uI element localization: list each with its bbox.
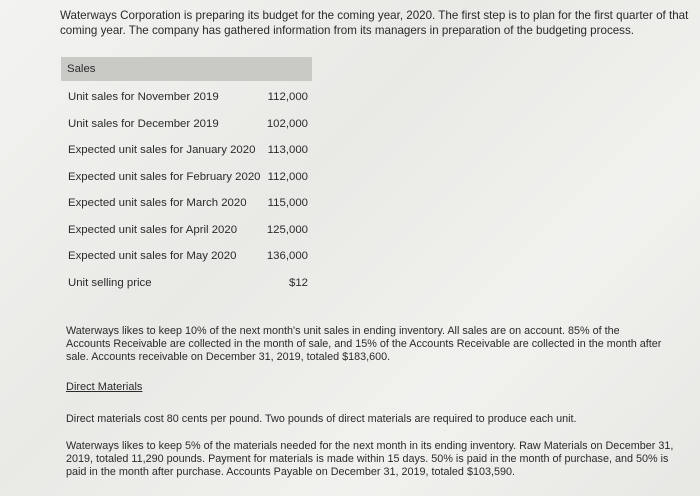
materials-cost-paragraph: Direct materials cost 80 cents per pound. Two pounds of direct materials are required to produce each unit. [66,413,577,425]
table-row [61,190,312,217]
row-label: Expected unit sales for May 2020 [68,250,237,262]
row-value: 112,000 [267,91,308,103]
row-label: Unit sales for November 2019 [68,91,219,103]
row-value: 125,000 [266,223,308,236]
table-row [61,217,312,244]
intro-paragraph: Waterways Corporation is preparing its budget for the coming year, 2020. The first step is to plan for the first quarter of that coming year. The company has gathered information from its managers in preparation of the budgeting process. [60,9,689,37]
row-label: Expected unit sales for February 2020 [68,170,261,183]
row-value: 115,000 [267,197,308,209]
row-value: 112,000 [267,170,308,183]
table-row [61,164,312,191]
row-label: Unit selling price [68,276,152,289]
row-label: Expected unit sales for March 2020 [68,197,247,209]
row-label: Unit sales for December 2019 [68,117,219,130]
row-value: 102,000 [266,117,308,130]
table-row [61,243,312,270]
table-row [61,270,312,297]
row-label: Expected unit sales for January 2020 [68,144,256,156]
table-row [61,84,312,111]
inventory-paragraph: Waterways likes to keep 10% of the next month's unit sales in ending inventory. All sales are on account. 85% of the Accounts Receivable are collected in the month of sale, and 15% of the Accounts Receivable are collected in the month after sale. Accounts receivable on December 31, 2019, totaled $183,600. [66,325,662,363]
sales-table-header: Sales [61,57,312,81]
direct-materials-heading: Direct Materials [66,381,143,393]
row-value: 136,000 [266,250,308,262]
row-value: $12 [288,276,308,289]
table-row [61,111,312,138]
table-row [61,137,312,164]
sales-table [61,84,312,296]
row-value: 113,000 [267,144,308,156]
materials-policy-paragraph: Waterways likes to keep 5% of the materials needed for the next month in its ending inventory. Raw Materials on December 31, 2019, totaled 11,290 pounds. Payment for materials is made within 15 days. 50% is paid in the month of purchase, and 50% is paid in the month after purchase. Accounts Payable on December 31, 2019, totaled $103,590. [66,440,674,478]
row-label: Expected unit sales for April 2020 [68,223,238,236]
